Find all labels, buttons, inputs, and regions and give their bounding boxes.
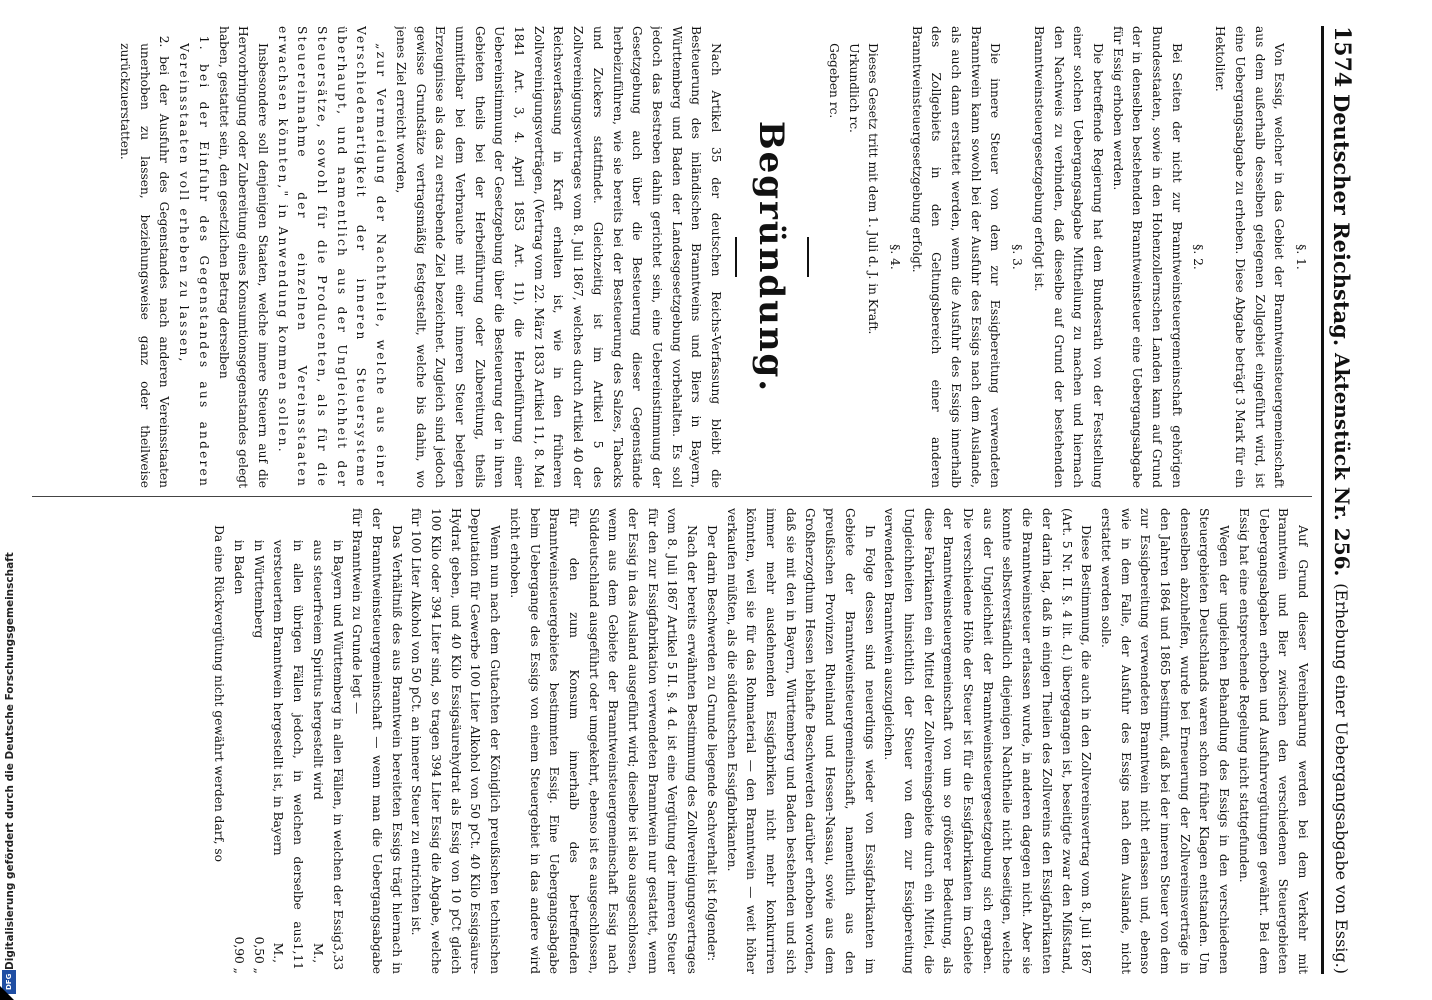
rate-value: 1,11 M., — [271, 942, 306, 970]
section-1-title: §. 1. — [1294, 244, 1308, 270]
digitization-footer — [0, 0, 20, 1000]
digitization-note: Digitalisierung gefördert durch die Deutsche Forschungsgemeinschaft — [4, 552, 16, 970]
rate-label: in Württemberg — [251, 539, 266, 639]
place-line: Gegeben rc. — [826, 43, 841, 119]
body-paragraph: Wenn nun nach dem Gutachten der Königlich preußischen technischen Deputation für Gewerbe 100 Liter Alkohol von 50 pCt. 40 Kilo Essigsäure-Hydrat geben, und 40 Kilo Essigsäurehydrat als Essig von 10 pCt gleich 100 Kilo oder 394 Liter sind, so tragen 394 Liter Essig die Abgabe, welche für 100 Liter Alkohol von 50 pCt. an innerer Steuer zu entrichten ist. — [409, 508, 503, 974]
section-2-title: §. 2. — [1191, 244, 1206, 270]
signature-line: Urkundlich rc. — [846, 43, 861, 133]
rate-label: in Bayern und Württemberg in allen Fällen, in welchen der Essig aus steuerfreiem Spiritus hergestellt wird — [310, 539, 345, 943]
rate-value: 3,33 M., — [310, 942, 345, 971]
section-4-text: Dieses Gesetz tritt mit dem 1. Juli d. J. in Kraft. — [866, 43, 881, 335]
section-2-paragraph: Bei Seiten der nicht zur Branntweinsteuergemeinschaft gehörigen Bundesstaaten, sowie in den Hohenzollernschen Landen kann auf Grund der in denselben bestehenden Branntweinsteuer eine Uebergangsabgabe für Essig erhoben werden. — [1110, 26, 1184, 488]
corner-mark — [0, 986, 14, 1000]
list-item: 1. bei der Einfuhr des Gegenstandes aus anderen Vereinsstaaten voll erheben zu lassen, — [177, 35, 211, 488]
begruendung-heading: Begründung. — [751, 120, 792, 394]
body-paragraph: Diese Bestimmung, die auch in den Zollvereinsvertrag vom 8. Juli 1867 (Art. 5 Nr. II. §. 4 lit. d.) übergegangen ist, beseitigte zwar den Mißstand, der darin lag, daß in einigen Theilen des Zollvereins den Essigfabrikanten die Branntweinsteuer erlassen wurde, in anderen dagegen nicht. Aber sie konnte selbstverständlich diejenigen Nachtheile nicht beseitigen, welche aus der Ungleichheit der Branntweinsteuergesetzgebung sich ergaben. Die verschiedene Höhe der Steuer ist für die Essigfabrikanten im Gebiete der Branntweinsteuergemeinschaft von um so größerer Bedeutung, als diese Fabrikanten ein Mittel der Zollvereinsgebiete durch ein Mittel, die Ungleichheiten hinsichtlich der Steuer von dem zur Essigbereitung verwendeten Branntwein auszugleichen. — [882, 508, 1094, 974]
header-rule — [1321, 26, 1324, 974]
column-divider — [32, 496, 1312, 497]
heading-divider — [735, 237, 737, 277]
rate-value: 0,50 „ — [251, 936, 266, 974]
document-number: Aktenstück Nr. 256. — [1330, 352, 1354, 577]
rate-label: in allen übrigen Fällen jedoch, in welchen derselbe aus versteuertem Branntwein hergestellt ist, in Bayern — [271, 539, 306, 943]
body-paragraph: Wegen der ungleichen Behandlung des Essigs in den verschiedenen Steuergebieten Deutschlands waren schon früher Klagen entstanden. Um denselben abzuhelfen, wurde bei Erneuerung der Zollvereinsverträge in den Jahren 1864 und 1865 bestimmt, daß bei der inneren Steuer von dem zur Essigbereitung verwendeten Branntwein nicht erlassen und, ebenso wie in dem Falle, der Ausfuhr des Essigs nach dem Auslande, nicht erstattet werden solle. — [1098, 508, 1232, 974]
rate-value: 0,90 „ — [232, 936, 247, 974]
body-paragraph: In Folge dessen sind neuerdings wieder von Essigfabrikanten im Gebiete der Branntweinsteuergemeinschaft, namentlich aus den preußischen Provinzen Rheinland und Hessen-Nassau, sowie aus dem Großherzogthum Hessen lebhafte Beschwerden darüber erhoben worden, daß sie mit den in Bayern, Württemberg und Baden bestehenden und sich immer mehr ausdehnenden Essigfabriken nicht mehr konkurriren könnten, weil sie für das Rohmaterial — den Branntwein — weit höher verkaufen müßten, als die süddeutschen Essigfabrikanten. — [724, 508, 877, 974]
left-column — [32, 26, 1312, 488]
section-1-text: Von Essig, welcher in das Gebiet der Branntweinsteuergemeinschaft aus dem außerhalb desselben gelegenen Zollgebiet eingeführt wird, ist eine Uebergangsabgabe zu erheben. Diese Abgabe beträgt 3 Mark für ein Hektoliter. — [1213, 26, 1287, 488]
page-header — [1322, 26, 1362, 974]
rate-label: in Baden — [232, 539, 247, 595]
rate-row — [228, 508, 248, 974]
section-3-text: Die innere Steuer von dem zur Essigbereitung verwendeten Branntwein kann sowohl bei der Ausfuhr des Essigs nach dem Auslande, als auch dann erstattet werden, wenn die Ausfuhr des Essigs innerhalb des Zollgebiets in den Geltungsbereich einer anderen Branntweinsteuergesetzgebung erfolgt. — [909, 26, 1003, 488]
body-paragraph: Der darin Beschwerden zu Grunde liegende Sachverhalt ist folgender: — [704, 525, 719, 962]
right-column — [32, 508, 1312, 974]
body-paragraph: Nach der bereits erwähnten Bestimmung des Zollvereinigungsvertrages vom 8. Juli 1867 Artikel 5 II. §. 4 d. ist eine Vergütung der inneren Steuer für den zur Essigfabrikation verwendeten Branntwein nur gestattet, wenn der Essig in das Ausland ausgeführt wird; dieselbe ist also ausgeschlossen, wenn aus dem Gebiete der Branntweinsteuergemeinschaft Essig nach Süddeutschland ausgeführt oder umgekehrt, ebenso ist es ausgeschlossen, für den zum Konsum innerhalb des betreffenden Branntweinsteuergebietes bestimmten Essig. Eine Uebergangsabgabe beim Uebergange des Essigs von einem Steuergebiet in das andere wird nicht erhoben. — [507, 508, 700, 974]
begruendung-paragraph: Nach Artikel 35 der deutschen Reichs-Verfassung bleibt die Besteuerung des inländischen Branntweins und Biers in Bayern, Württemberg und Baden der Landesgesetzgebung vorbehalten. Es soll jedoch das Bestreben dahin gerichtet sein, eine Uebereinstimmung der Gesetzgebung auch über die Besteuerung dieser Gegenstände herbeizuführen, wie sie bereits bei der Besteuerung des Salzes, Tabacks und Zuckers stattfindet. Gleichzeitig ist im Artikel 5 des Zollvereinigungsvertrages vom 8. Juli 1867, welches durch Artikel 40 der Reichsverfassung in Kraft erhalten ist, wie in den früheren Zollvereinigungsverträgen, (Vertrag vom 22. März 1833 Artikel 11, 8. Mai 1841 Art. 3, 4. April 1853 Art. 11), die Herbeiführung einer Uebereinstimmung der Gesetzgebung über die Besteuerung der in ihren Gebieten theils bei der Herbeiführung oder Zubereitung, theils unmittelbar bei dem Verbrauche mit einer inneren Steuer belegten Erzeugnisse als das zu erstrebende Ziel bezeichnet. Zugleich sind jedoch gewisse Grundsätze vertragsmäßig festgestellt, welche bis dahin, wo jenes Ziel erreicht worden, — [393, 26, 724, 488]
section-divider — [807, 237, 809, 277]
quoted-paragraph: „zur Vermeidung der Nachtheile, welche aus einer Verschiedenartigkeit der inneren Steuersysteme überhaupt, und namentlich aus der Ungleichheit der Steuersätze, sowohl für die Producenten, als für die Steuereinnahme der einzelnen Vereinsstaaten erwachsen könnten," in Anwendung kommen sollen. — [275, 26, 389, 488]
list-item: 2. bei der Ausfuhr des Gegenstandes nach anderen Vereinsstaaten unerhoben zu lassen, beziehungsweise ganz oder theilweise zurückzuerstatten. — [118, 35, 172, 488]
body-paragraph: Da eine Rückvergütung nicht gewährt werden darf, so — [212, 525, 227, 862]
section-3-title: §. 3. — [1010, 244, 1025, 270]
rate-row — [248, 508, 268, 974]
body-paragraph: Das Verhältniß des aus Branntwein bereiteten Essigs trägt hiernach in der Branntweinsteuergemeinschaft — wenn man die Uebergangsabgabe für Branntwein zu Grunde legt — — [350, 508, 404, 974]
publication-title: Deutscher Reichstag. — [1329, 94, 1355, 347]
rate-row — [307, 508, 346, 974]
section-2-paragraph: Die betreffende Regierung hat dem Bundesrath von der Feststellung einer solchen Uebergangsabgabe Mittheilung zu machen und hiernach den Nachweis zu verbinden, daß dieselbe auf Grund der bestehenden Branntweinsteuergesetzgebung erfolgt ist. — [1031, 26, 1105, 488]
dfg-logo-icon: DFG — [2, 970, 16, 994]
condition-list — [114, 26, 213, 488]
body-paragraph: Auf Grund dieser Vereinbarung werden bei dem Verkehr mit Branntwein und Bier zwischen den verschiedenen Steuergebieten Uebergangsabgaben erhoben und Ausfuhrvergütungen gewährt. Bei dem Essig hat eine entsprechende Regelung nicht stattgefunden. — [1236, 508, 1310, 974]
rate-row — [268, 508, 307, 974]
document-subtitle: (Erhebung einer Uebergangsabgabe von Essig.) — [1332, 583, 1352, 974]
page-number: 1574 — [1329, 26, 1355, 88]
section-4-title: §. 4. — [887, 244, 902, 270]
begruendung-paragraph: Insbesondere soll denjenigen Staaten, welche innere Steuern auf die Hervorbringung oder Zubereitung eines Konsumtionsgegenstandes gelegt haben, gestattet sein, den gesetzlichen Betrag derselben — [216, 26, 270, 488]
